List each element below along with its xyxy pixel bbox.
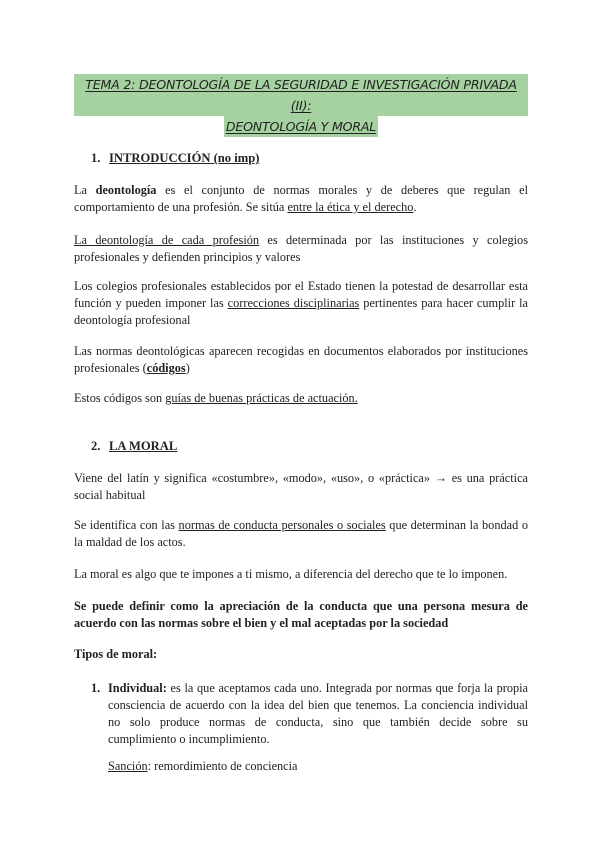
list-item-term: Individual:: [108, 681, 167, 695]
section-2-title: LA MORAL: [109, 439, 178, 453]
text-run: que determinan la bondad o la maldad de los actos.: [74, 518, 528, 549]
moral-paragraph-2: [74, 517, 528, 551]
title-line-2: DEONTOLOGÍA Y MORAL: [224, 116, 378, 137]
types-heading: Tipos de moral:: [74, 647, 158, 661]
term-deontologia: deontología: [95, 183, 157, 197]
section-1-title: INTRODUCCIÓN (no imp): [109, 151, 260, 165]
text-run: : remordimiento de conciencia: [147, 759, 298, 773]
text-run: ): [185, 361, 190, 375]
text-run: Se identifica con las: [74, 518, 179, 532]
section-1-number: 1.: [91, 151, 101, 165]
moral-definition: Se puede definir como la apreciación de la conducta que una persona mesura de acuerdo con las normas sobre el bien y el mal aceptadas por la sociedad: [74, 599, 528, 630]
title-line-1: TEMA 2: DEONTOLOGÍA DE LA SEGURIDAD E INVESTIGACIÓN PRIVADA (II):: [74, 74, 528, 116]
underlined-phrase: La deontología de cada profesión: [74, 233, 260, 247]
document-title: [74, 74, 528, 137]
sanction-line: [108, 758, 528, 775]
text-run: Las normas deontológicas aparecen recogidas en documentos elaborados por instituciones profesionales (: [74, 344, 528, 375]
term-codigos: códigos: [146, 361, 186, 375]
text-run: .: [413, 200, 417, 214]
sanction-label: Sanción: [108, 759, 148, 773]
moral-paragraph-3: La moral es algo que te impones a ti mismo, a diferencia del derecho que te lo imponen.: [74, 567, 508, 581]
text-run: es la que aceptamos cada uno. Integrada por normas que forja la propia consciencia de acuerdo con la idea del bien que tenemos. La conciencia individual no solo produce normas de conducta, sino que también decide sobre su cumplimiento o incumplimiento.: [108, 681, 528, 746]
text-run: pertinentes para hacer cumplir la deontología profesional: [74, 296, 529, 327]
list-item-number: 1.: [91, 681, 101, 695]
intro-paragraph-2: [74, 232, 528, 266]
list-item-body: [108, 680, 528, 748]
underlined-phrase: entre la ética y el derecho: [287, 200, 414, 214]
section-2-number: 2.: [91, 439, 101, 453]
underlined-phrase: guías de buenas prácticas de actuación.: [165, 391, 358, 405]
intro-paragraph-3: [74, 278, 528, 329]
intro-paragraph-4: [74, 343, 528, 377]
list-item: [91, 680, 528, 748]
text-run: es determinada por las instituciones y colegios profesionales y defienden principios y valores: [74, 233, 528, 264]
underlined-phrase: normas de conducta personales o sociales: [178, 518, 386, 532]
text-run: Estos códigos son: [74, 391, 166, 405]
moral-paragraph-1: Viene del latín y significa «costumbre», «modo», «uso», o «práctica» → es una práctica social habitual: [74, 471, 528, 502]
underlined-phrase: correcciones disciplinarias: [227, 296, 360, 310]
text-run: es el conjunto de normas morales y de deberes que regulan el comportamiento de una profesión. Se sitúa: [74, 183, 528, 214]
text-run: Los colegios profesionales establecidos por el Estado tienen la potestad de desarrollar esta función y pueden imponer las: [74, 279, 528, 310]
intro-paragraph-1: [74, 182, 528, 216]
section-2-heading: [91, 438, 177, 455]
intro-paragraph-5: [74, 390, 528, 407]
text-run: La: [74, 183, 96, 197]
section-1-heading: [91, 150, 259, 167]
